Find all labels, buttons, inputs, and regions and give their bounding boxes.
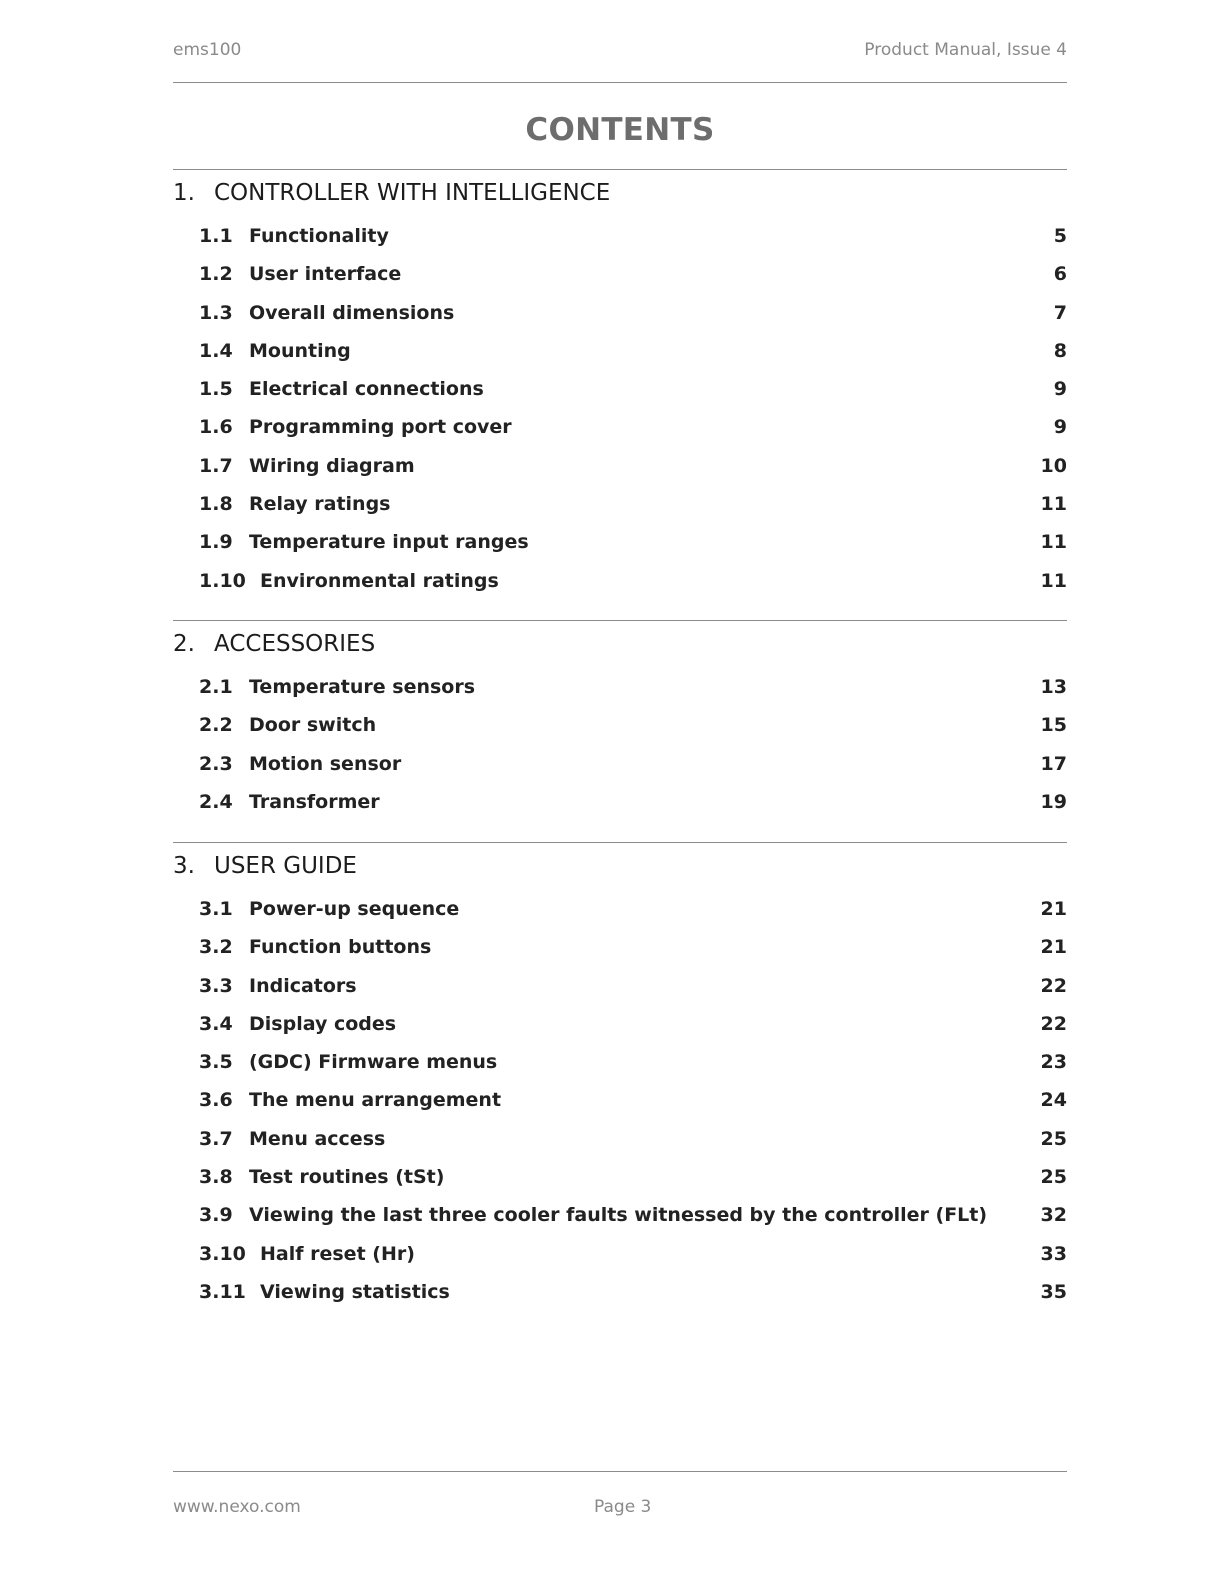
entry-label: Temperature sensors <box>249 676 476 698</box>
title-divider <box>173 169 1067 170</box>
section-number: 2. <box>173 631 195 657</box>
entry-number: 1.5 <box>199 378 233 401</box>
toc-entry[interactable] <box>173 263 1067 301</box>
section-divider <box>173 842 1067 843</box>
document-page <box>173 0 1067 1582</box>
toc-entry[interactable] <box>173 936 1067 974</box>
entry-label: Mounting <box>249 339 351 362</box>
section-heading <box>173 631 1067 657</box>
toc-entry[interactable] <box>173 531 1067 569</box>
toc-entry[interactable] <box>173 1281 1067 1319</box>
entry-label: Temperature input ranges <box>249 531 529 554</box>
entry-page: 23 <box>1040 1051 1067 1074</box>
entry-page: 33 <box>1040 1242 1067 1265</box>
entry-label: Function buttons <box>249 936 432 959</box>
entry-page: 7 <box>1053 301 1067 324</box>
toc-entry[interactable] <box>173 753 1067 791</box>
entry-page: 21 <box>1040 936 1067 959</box>
entry-number: 2.1 <box>199 676 233 698</box>
entry-number: 2.4 <box>199 790 233 813</box>
entry-label: Electrical connections <box>249 378 484 401</box>
entry-label: Overall dimensions <box>249 301 455 324</box>
entry-number: 1.7 <box>199 454 233 477</box>
header-divider <box>173 82 1067 83</box>
toc-entry[interactable] <box>173 1204 1067 1242</box>
entry-page: 17 <box>1040 752 1067 775</box>
footer-divider <box>173 1471 1067 1472</box>
section-items <box>173 898 1067 1319</box>
entry-label: Test routines (tSt) <box>249 1166 445 1189</box>
entry-label: The menu arrangement <box>249 1089 502 1112</box>
entry-label: Door switch <box>249 714 377 737</box>
entry-number: 1.1 <box>199 225 233 247</box>
entry-number: 1.10 <box>199 569 246 592</box>
entry-label: Motion sensor <box>249 752 402 775</box>
entry-page: 35 <box>1040 1280 1067 1303</box>
entry-label: Half reset (Hr) <box>260 1242 415 1265</box>
toc-entry[interactable] <box>173 493 1067 531</box>
entry-page: 22 <box>1040 1012 1067 1035</box>
entry-number: 1.8 <box>199 493 233 516</box>
toc-section-3 <box>173 853 1067 1319</box>
entry-page: 8 <box>1053 339 1067 362</box>
toc-entry[interactable] <box>173 455 1067 493</box>
entry-number: 3.7 <box>199 1127 233 1150</box>
entry-page: 25 <box>1040 1166 1067 1189</box>
toc-entry[interactable] <box>173 1166 1067 1204</box>
section-title: CONTROLLER WITH INTELLIGENCE <box>214 180 611 206</box>
entry-number: 1.9 <box>199 531 233 554</box>
toc-entry[interactable] <box>173 1243 1067 1281</box>
entry-number: 3.3 <box>199 974 233 997</box>
section-number: 1. <box>173 180 195 206</box>
entry-page: 6 <box>1053 263 1067 286</box>
toc-entry[interactable] <box>173 714 1067 752</box>
section-items <box>173 676 1067 829</box>
entry-page: 11 <box>1040 569 1067 592</box>
entry-number: 1.2 <box>199 263 233 286</box>
entry-number: 3.8 <box>199 1166 233 1189</box>
page-title: CONTENTS <box>525 112 715 148</box>
entry-page: 11 <box>1040 531 1067 554</box>
entry-page: 22 <box>1040 974 1067 997</box>
toc-entry[interactable] <box>173 340 1067 378</box>
toc-entry[interactable] <box>173 225 1067 263</box>
toc-entry[interactable] <box>173 1089 1067 1127</box>
entry-number: 3.10 <box>199 1242 246 1265</box>
toc-entry[interactable] <box>173 676 1067 714</box>
entry-page: 15 <box>1040 714 1067 737</box>
entry-label: Viewing the last three cooler faults witnessed by the controller (FLt) <box>249 1204 988 1227</box>
entry-page: 19 <box>1040 790 1067 813</box>
entry-page: 25 <box>1040 1127 1067 1150</box>
entry-number: 3.1 <box>199 898 233 920</box>
footer-website-link[interactable]: www.nexo.com <box>173 1497 301 1517</box>
entry-number: 2.2 <box>199 714 233 737</box>
page-header <box>173 40 1067 64</box>
entry-page: 9 <box>1053 378 1067 401</box>
header-product: ems100 <box>173 40 242 60</box>
section-heading <box>173 853 1067 879</box>
toc-entry[interactable] <box>173 975 1067 1013</box>
entry-label: Environmental ratings <box>260 569 499 592</box>
entry-number: 3.2 <box>199 936 233 959</box>
entry-label: User interface <box>249 263 402 286</box>
toc-entry[interactable] <box>173 302 1067 340</box>
entry-label: Transformer <box>249 790 380 813</box>
toc-entry[interactable] <box>173 378 1067 416</box>
entry-page: 21 <box>1040 898 1067 920</box>
entry-number: 1.3 <box>199 301 233 324</box>
toc-entry[interactable] <box>173 791 1067 829</box>
entry-page: 9 <box>1053 416 1067 439</box>
entry-label: Programming port cover <box>249 416 512 439</box>
entry-number: 3.9 <box>199 1204 233 1227</box>
entry-label: Wiring diagram <box>249 454 415 477</box>
header-manual-issue: Product Manual, Issue 4 <box>864 40 1067 60</box>
entry-number: 1.6 <box>199 416 233 439</box>
entry-number: 3.4 <box>199 1012 233 1035</box>
footer-page-number: Page 3 <box>594 1497 652 1517</box>
entry-label: Menu access <box>249 1127 386 1150</box>
entry-page: 13 <box>1040 676 1067 698</box>
entry-label: Relay ratings <box>249 493 391 516</box>
entry-label: Power-up sequence <box>249 898 460 920</box>
toc-entry[interactable] <box>173 1128 1067 1166</box>
entry-page: 5 <box>1053 225 1067 247</box>
entry-label: Functionality <box>249 225 389 247</box>
toc-entry[interactable] <box>173 1013 1067 1051</box>
entry-number: 3.11 <box>199 1280 246 1303</box>
section-items <box>173 225 1067 608</box>
toc-entry[interactable] <box>173 898 1067 936</box>
entry-label: Viewing statistics <box>260 1280 450 1303</box>
entry-number: 1.4 <box>199 339 233 362</box>
toc-entry[interactable] <box>173 416 1067 454</box>
section-heading <box>173 180 1067 206</box>
entry-number: 3.6 <box>199 1089 233 1112</box>
entry-number: 2.3 <box>199 752 233 775</box>
entry-page: 24 <box>1040 1089 1067 1112</box>
entry-number: 3.5 <box>199 1051 233 1074</box>
section-title: ACCESSORIES <box>214 631 376 657</box>
toc-section-2 <box>173 631 1067 829</box>
section-number: 3. <box>173 853 195 879</box>
entry-label: (GDC) Firmware menus <box>249 1051 498 1074</box>
section-divider <box>173 620 1067 621</box>
toc-entry[interactable] <box>173 1051 1067 1089</box>
entry-page: 10 <box>1040 454 1067 477</box>
entry-page: 11 <box>1040 493 1067 516</box>
entry-page: 32 <box>1040 1204 1067 1227</box>
page-footer <box>173 1497 1067 1521</box>
entry-label: Indicators <box>249 974 357 997</box>
toc-section-1 <box>173 180 1067 608</box>
toc-entry[interactable] <box>173 570 1067 608</box>
section-title: USER GUIDE <box>214 853 357 879</box>
entry-label: Display codes <box>249 1012 397 1035</box>
